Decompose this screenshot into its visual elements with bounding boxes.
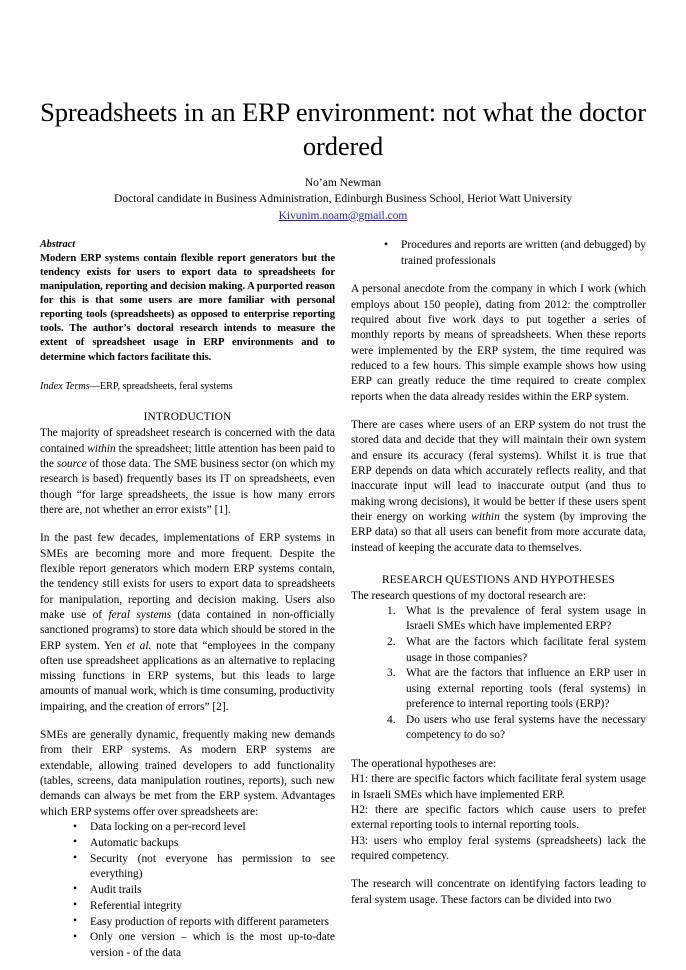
list-item: • Only one version – which is the most up-to-date version - of the data [40,930,335,961]
index-terms-label: Index Terms [40,380,90,392]
list-item: • Security (not everyone has permission to see everything) [40,852,335,883]
hypothesis-h1: H1: there are specific factors which facilitate feral system usage in Israeli SMEs which have implemented ERP. [351,773,646,801]
hypotheses-intro: The operational hypotheses are: [351,758,497,771]
index-terms-dash: — [89,380,100,392]
list-item: What are the factors which facilitate feral system usage in those companies? [406,636,646,664]
list-item: • Referential integrity [40,899,335,914]
hypothesis-h2: H2: there are specific factors which cause users to prefer external reporting tools to internal reporting tools. [351,804,646,832]
two-column-body [40,238,646,961]
list-item: • Procedures and reports are written (and debugged) by trained professionals [351,238,646,269]
author-email-link[interactable]: Kivunim.noam@gmail.com [278,209,408,222]
anecdote-paragraph: A personal anecdote from the company in which I work (which employs about 150 people), dating from 2012: the comptroller required about five work days to put together a series of monthly reports by means of spreadsheets. When these reports were implemented by the ERP system, the time required was reduced to a few hours. This simple example shows how using ERP can greatly reduce the time required to create complex reports when the data already resides within the ERP system. [351,283,646,403]
intro-paragraph-2: In the past few decades, implementations of ERP systems in SMEs are becoming more and more frequent. Despite the flexible report generators which modern ERP systems contain, the tendency still exists for users to export data to spreadsheets for manipulation, reporting and decision making. Users also make use of feral systems (data contained in non-officially sanctioned programs) to store data which should be stored in the ERP system. Yen et al. note that “employees in the company often use spreadsheet applications as an alternative to replacing missing functions in ERP systems, but this leads to large amounts of manual work, which is time consuming, productivity impairing, and the creation of errors” [2]. [40,532,335,713]
index-terms [40,380,335,394]
right-column [351,238,646,921]
list-item: • Audit trails [40,883,335,898]
intro-paragraph-3: SMEs are generally dynamic, frequently making new demands from their ERP systems. As modern ERP systems are extendable, allowing trained developers to add functionality (tables, screens, data manipulation routines, reports), such new demands can always be met from the ERP system. Advantages which ERP systems offer over spreadsheets are: [40,729,335,818]
author-email-line [40,208,646,225]
paragraph-spacer [351,269,646,282]
list-item: Do users who use feral systems have the necessary competency to do so? [406,713,646,742]
list-item: • Data locking on a per-record level [40,820,335,835]
page-title: Spreadsheets in an ERP environment: not what the doctor ordered [40,97,646,162]
section-heading-research-questions: RESEARCH QUESTIONS AND HYPOTHESES [381,574,616,586]
index-terms-values: ERP, spreadsheets, feral systems [99,380,233,392]
research-questions-list [351,604,646,743]
list-item: What is the prevalence of feral system usage in Israeli SMEs which have implemented ERP? [406,605,646,633]
author-name: No’am Newman [304,176,382,189]
left-column [40,238,335,961]
hypothesis-h3: H3: users who employ feral systems (spreadsheets) lack the required competency. [351,834,646,863]
paragraph-spacer [351,744,646,757]
abstract-label: Abstract [40,239,76,251]
intro-paragraph-1: The majority of spreadsheet research is concerned with the data contained within the spreadsheet; little attention has been paid to the source of those data. The SME business sector (on which my research is based) frequently bases its IT on spreadsheets, even though “for large spreadsheets, the issue is how many errors there are, not whether an error exists” [1]. [40,427,335,516]
advantages-list-right [351,238,646,269]
research-questions-intro: The research questions of my doctoral research are: [351,589,586,602]
advantages-list-left [40,820,335,961]
list-item: • Automatic backups [40,836,335,851]
abstract-text: Modern ERP systems contain flexible report generators but the tendency exists for users to export data to spreadsheets for manipulation, reporting and decision making. A purported reason for this is that some users are more familiar with personal reporting tools (spreadsheets) as opposed to enterprise reporting tools. The author’s doctoral research intends to measure the extent of spreadsheet usage in ERP environments and to determine which factors facilitate this. [40,252,335,363]
trust-paragraph: There are cases where users of an ERP system do not trust the stored data and decide that they will maintain their own system and ensure its accuracy (feral systems). Whilst it is true that ERP depends on data which accurately reflects reality, and that inaccurate input will lead to inaccurate output (and thus to making wrong decisions), it would be better if these users spent their energy on working within the system (by improving the ERP data) so that all users can benefit from more accurate data, instead of keeping the accurate data to themselves. [351,419,646,554]
author-affiliation: Doctoral candidate in Business Administration, Edinburgh Business School, Heriot Watt University [114,192,572,205]
research-closing-paragraph: The research will concentrate on identifying factors leading to feral system usage. These factors can be divided into two [351,878,646,906]
list-item: What are the factors that influence an ERP user in using external reporting tools (feral systems) in preference to internal reporting tools (ERP)? [406,667,646,711]
list-item: • Easy production of reports with different parameters [40,915,335,930]
section-heading-introduction: INTRODUCTION [143,411,232,424]
paragraph-spacer [351,864,646,877]
